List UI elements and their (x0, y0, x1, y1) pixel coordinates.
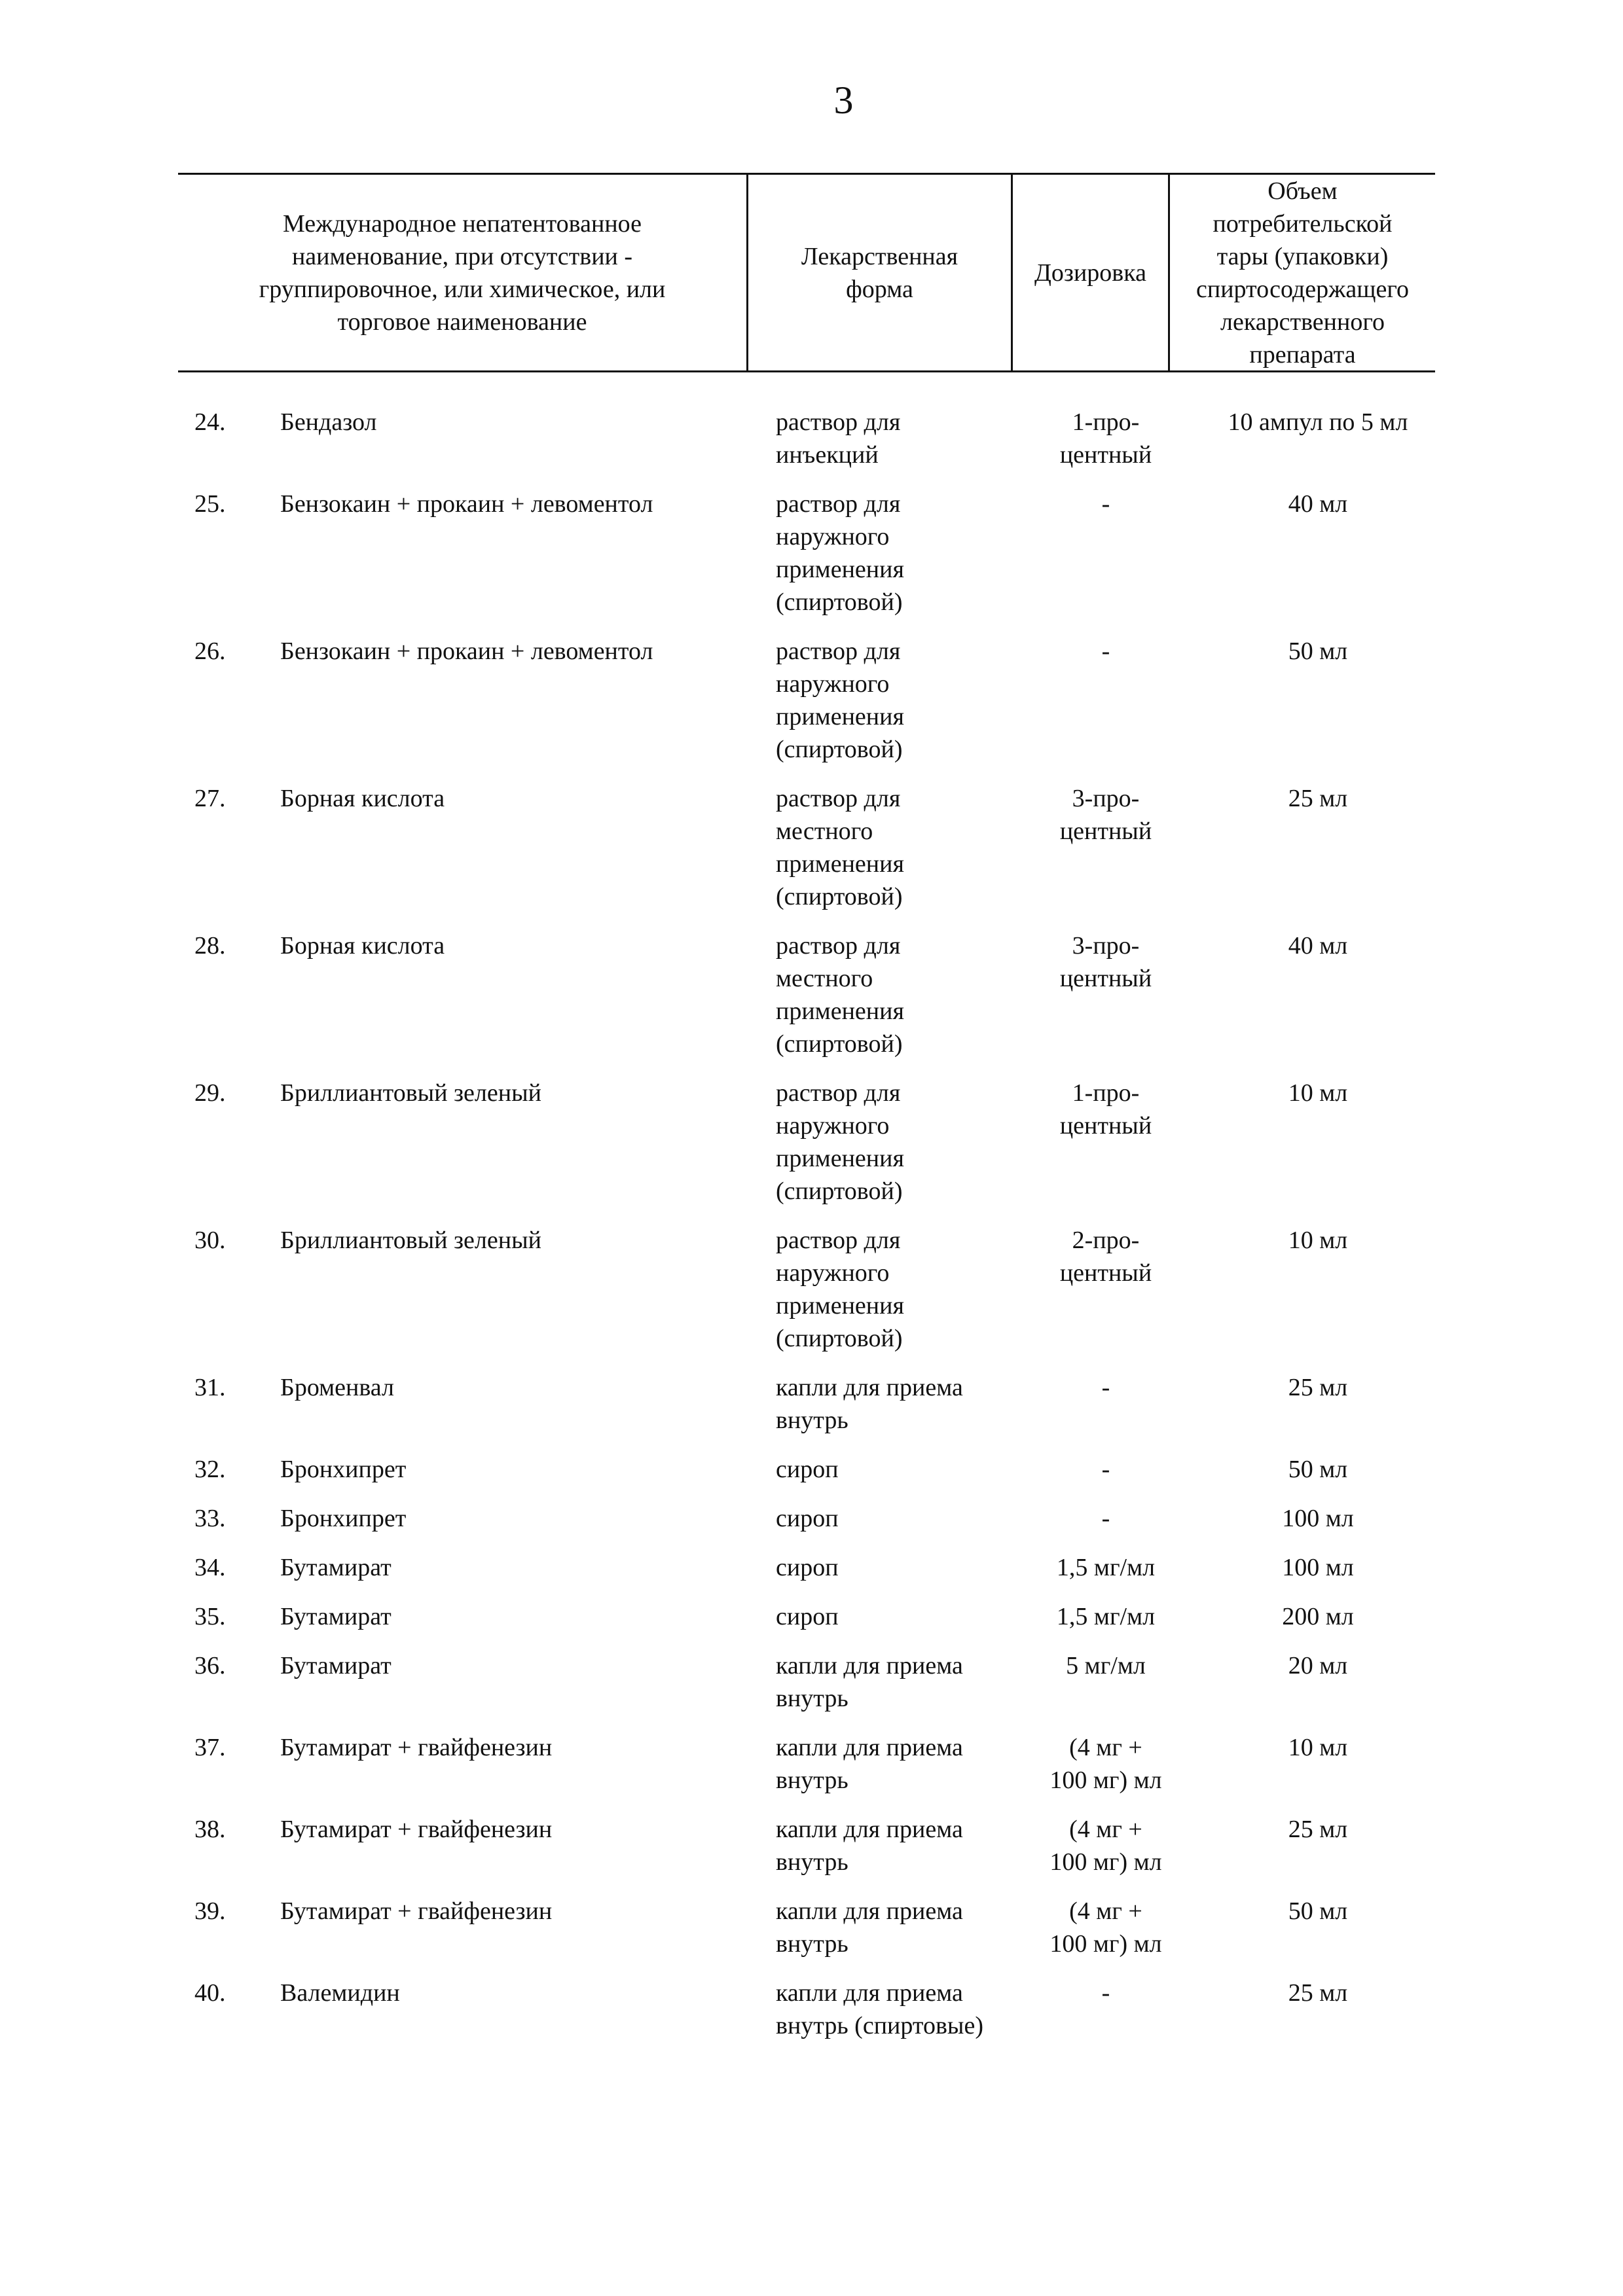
dosage-form-text: сироп (776, 1505, 839, 1532)
drug-name-text: Бутамират + гвайфенезин (280, 1897, 553, 1925)
package-volume-text: 200 мл (1282, 1603, 1354, 1630)
dosage-form-text: раствор для наружного применения (спиртовой) (776, 637, 904, 763)
package-volume (1184, 406, 1451, 471)
package-volume (1184, 782, 1451, 913)
dosage-text: - (1101, 490, 1110, 518)
drug-name (194, 1077, 763, 1208)
dosage-form (763, 1551, 1027, 1584)
dosage-form (763, 1813, 1027, 1878)
table-body (0, 406, 1623, 2058)
table-row (0, 1895, 1623, 1960)
row-number (0, 1649, 226, 1715)
package-volume (1184, 1731, 1451, 1797)
row-number (0, 1895, 226, 1960)
dosage-form-text: капли для приема внутрь (776, 1374, 963, 1434)
package-volume-text: 100 мл (1282, 1554, 1354, 1581)
header-name: Международное непатентованное наименование, при отсутствии - группировочное, или химическое, или торговое наименование (259, 209, 666, 336)
dosage-form-text: раствор для местного применения (спиртовой) (776, 932, 904, 1058)
dosage (1027, 406, 1184, 471)
row-number (0, 1813, 226, 1878)
dosage-text: 1-про- центный (1059, 1079, 1152, 1139)
row-number (0, 1551, 226, 1584)
dosage-text: (4 мг + 100 мг) мл (1049, 1897, 1162, 1958)
drug-name (194, 1895, 763, 1960)
drug-name (194, 1551, 763, 1584)
package-volume (1184, 635, 1451, 766)
dosage (1027, 1077, 1184, 1208)
drug-name-text: Бензокаин + прокаин + левоментол (280, 490, 653, 518)
table-row (0, 1977, 1623, 2042)
drug-name-text: Валемидин (280, 1979, 400, 2007)
dosage-form (763, 1895, 1027, 1960)
drug-name (194, 782, 763, 913)
drug-name-text: Бендазол (280, 408, 377, 436)
dosage (1027, 1551, 1184, 1584)
row-number (0, 635, 226, 766)
drug-name-text: Бутамират (280, 1554, 392, 1581)
dosage-text: - (1101, 637, 1110, 665)
dosage (1027, 635, 1184, 766)
table-row (0, 406, 1623, 471)
row-number-text: 32. (194, 1456, 226, 1483)
dosage-text: - (1101, 1505, 1110, 1532)
dosage-form (763, 488, 1027, 619)
drug-name (194, 406, 763, 471)
dosage (1027, 1731, 1184, 1797)
package-volume-text: 25 мл (1288, 1374, 1348, 1401)
header-volume: Объем потребительской тары (упаковки) спиртосодержащего лекарственного препарата (1196, 177, 1409, 368)
dosage-form (763, 1224, 1027, 1355)
row-number (0, 1453, 226, 1486)
drug-name (194, 1649, 763, 1715)
drug-name (194, 1813, 763, 1878)
dosage-text: - (1101, 1979, 1110, 2007)
table-row (0, 1453, 1623, 1486)
table-row (0, 1371, 1623, 1437)
row-number-text: 30. (194, 1227, 226, 1254)
drug-name (194, 1453, 763, 1486)
dosage-text: 1,5 мг/мл (1056, 1554, 1156, 1581)
dosage-text: 1-про- центный (1059, 408, 1152, 469)
drug-name (194, 1731, 763, 1797)
drug-name (194, 1371, 763, 1437)
dosage-form-text: сироп (776, 1603, 839, 1630)
package-volume-text: 10 мл (1288, 1227, 1348, 1254)
drug-name (194, 1600, 763, 1633)
row-number-text: 25. (194, 490, 226, 518)
table-row (0, 782, 1623, 913)
dosage (1027, 1453, 1184, 1486)
package-volume-text: 10 мл (1288, 1079, 1348, 1107)
drug-name-text: Бронхипрет (280, 1505, 407, 1532)
drug-name-text: Бензокаин + прокаин + левоментол (280, 637, 653, 665)
table-row (0, 635, 1623, 766)
dosage-form (763, 1371, 1027, 1437)
row-number (0, 488, 226, 619)
row-number-text: 26. (194, 637, 226, 665)
row-number (0, 929, 226, 1060)
package-volume (1184, 1977, 1451, 2042)
dosage (1027, 782, 1184, 913)
dosage (1027, 1895, 1184, 1960)
drug-name (194, 1502, 763, 1535)
drug-name (194, 929, 763, 1060)
package-volume (1184, 1077, 1451, 1208)
dosage-form-text: раствор для инъекций (776, 408, 901, 469)
dosage-form-text: капли для приема внутрь (776, 1734, 963, 1794)
row-number-text: 29. (194, 1079, 226, 1107)
dosage-form-text: капли для приема внутрь (776, 1816, 963, 1876)
table-row (0, 1731, 1623, 1797)
row-number-text: 36. (194, 1652, 226, 1679)
table-row (0, 1551, 1623, 1584)
dosage-form-text: капли для приема внутрь (776, 1652, 963, 1712)
package-volume (1184, 1551, 1451, 1584)
package-volume (1184, 1600, 1451, 1633)
package-volume-text: 25 мл (1288, 785, 1348, 812)
row-number (0, 1077, 226, 1208)
drug-name-text: Бутамират (280, 1652, 392, 1679)
package-volume (1184, 929, 1451, 1060)
dosage-form (763, 406, 1027, 471)
package-volume-text: 50 мл (1288, 1897, 1348, 1925)
dosage-form (763, 1731, 1027, 1797)
dosage-form (763, 929, 1027, 1060)
package-volume-text: 40 мл (1288, 932, 1348, 960)
dosage-form-text: раствор для наружного применения (спиртовой) (776, 1227, 904, 1352)
package-volume-text: 25 мл (1288, 1816, 1348, 1843)
dosage-form-text: раствор для наружного применения (спиртовой) (776, 490, 904, 616)
table-row (0, 1649, 1623, 1715)
header-dose: Дозировка (1034, 259, 1146, 287)
dosage (1027, 1977, 1184, 2042)
table-row (0, 1813, 1623, 1878)
drug-name-text: Бутамират + гвайфенезин (280, 1734, 553, 1761)
row-number (0, 1600, 226, 1633)
package-volume (1184, 1649, 1451, 1715)
row-number (0, 1502, 226, 1535)
dosage (1027, 1813, 1184, 1878)
drug-name (194, 635, 763, 766)
package-volume-text: 100 мл (1282, 1505, 1354, 1532)
drug-name-text: Бриллиантовый зеленый (280, 1227, 541, 1254)
dosage-form (763, 1977, 1027, 2042)
row-number-text: 39. (194, 1897, 226, 1925)
package-volume-text: 10 мл (1288, 1734, 1348, 1761)
dosage (1027, 929, 1184, 1060)
drug-name-text: Бронхипрет (280, 1456, 407, 1483)
package-volume-text: 50 мл (1288, 1456, 1348, 1483)
dosage-form (763, 1077, 1027, 1208)
package-volume (1184, 1371, 1451, 1437)
dosage-form-text: сироп (776, 1554, 839, 1581)
dosage-form (763, 1502, 1027, 1535)
package-volume (1184, 1813, 1451, 1878)
row-number (0, 782, 226, 913)
table-row (0, 929, 1623, 1060)
package-volume-text: 20 мл (1288, 1652, 1348, 1679)
row-number (0, 1977, 226, 2042)
dosage-form (763, 635, 1027, 766)
dosage-text: 1,5 мг/мл (1056, 1603, 1156, 1630)
drug-name (194, 1224, 763, 1355)
drug-name-text: Бутамират (280, 1603, 392, 1630)
dosage (1027, 1224, 1184, 1355)
dosage-text: 3-про- центный (1059, 932, 1152, 992)
dosage (1027, 1600, 1184, 1633)
package-volume (1184, 1502, 1451, 1535)
row-number-text: 27. (194, 785, 226, 812)
row-number-text: 28. (194, 932, 226, 960)
dosage-text: (4 мг + 100 мг) мл (1049, 1734, 1162, 1794)
row-number-text: 31. (194, 1374, 226, 1401)
row-number-text: 35. (194, 1603, 226, 1630)
drug-name-text: Броменвал (280, 1374, 394, 1401)
page-number: 3 (833, 79, 854, 122)
package-volume-text: 10 ампул по 5 мл (1228, 408, 1408, 436)
row-number-text: 24. (194, 408, 226, 436)
dosage-text: 3-про- центный (1059, 785, 1152, 845)
package-volume (1184, 1895, 1451, 1960)
row-number-text: 33. (194, 1505, 226, 1532)
drug-name-text: Бриллиантовый зеленый (280, 1079, 541, 1107)
row-number (0, 1224, 226, 1355)
dosage (1027, 488, 1184, 619)
dosage-text: 5 мг/мл (1066, 1652, 1146, 1679)
dosage (1027, 1371, 1184, 1437)
package-volume (1184, 1224, 1451, 1355)
package-volume (1184, 488, 1451, 619)
dosage-form (763, 1600, 1027, 1633)
row-number-text: 34. (194, 1554, 226, 1581)
drug-name-text: Бутамират + гвайфенезин (280, 1816, 553, 1843)
package-volume (1184, 1453, 1451, 1486)
dosage-form (763, 1649, 1027, 1715)
drug-name-text: Борная кислота (280, 785, 445, 812)
dosage-text: - (1101, 1374, 1110, 1401)
dosage-form-text: капли для приема внутрь (спиртовые) (776, 1979, 983, 2039)
package-volume-text: 50 мл (1288, 637, 1348, 665)
table-row (0, 1077, 1623, 1208)
dosage-text: (4 мг + 100 мг) мл (1049, 1816, 1162, 1876)
row-number-text: 40. (194, 1979, 226, 2007)
dosage-form-text: сироп (776, 1456, 839, 1483)
drug-name-text: Борная кислота (280, 932, 445, 960)
drug-name (194, 488, 763, 619)
dosage-form-text: раствор для местного применения (спиртовой) (776, 785, 904, 910)
table-row (0, 1502, 1623, 1535)
header-form: Лекарственная форма (801, 242, 958, 303)
row-number-text: 38. (194, 1816, 226, 1843)
table-row (0, 1224, 1623, 1355)
row-number (0, 1371, 226, 1437)
dosage-text: - (1101, 1456, 1110, 1483)
dosage-form-text: капли для приема внутрь (776, 1897, 963, 1958)
dosage-form (763, 1453, 1027, 1486)
row-number (0, 406, 226, 471)
dosage-form-text: раствор для наружного применения (спиртовой) (776, 1079, 904, 1205)
table-row (0, 488, 1623, 619)
table-row (0, 1600, 1623, 1633)
row-number-text: 37. (194, 1734, 226, 1761)
package-volume-text: 40 мл (1288, 490, 1348, 518)
dosage-form (763, 782, 1027, 913)
dosage (1027, 1502, 1184, 1535)
drug-name (194, 1977, 763, 2042)
dosage-text: 2-про- центный (1059, 1227, 1152, 1287)
package-volume-text: 25 мл (1288, 1979, 1348, 2007)
dosage (1027, 1649, 1184, 1715)
row-number (0, 1731, 226, 1797)
